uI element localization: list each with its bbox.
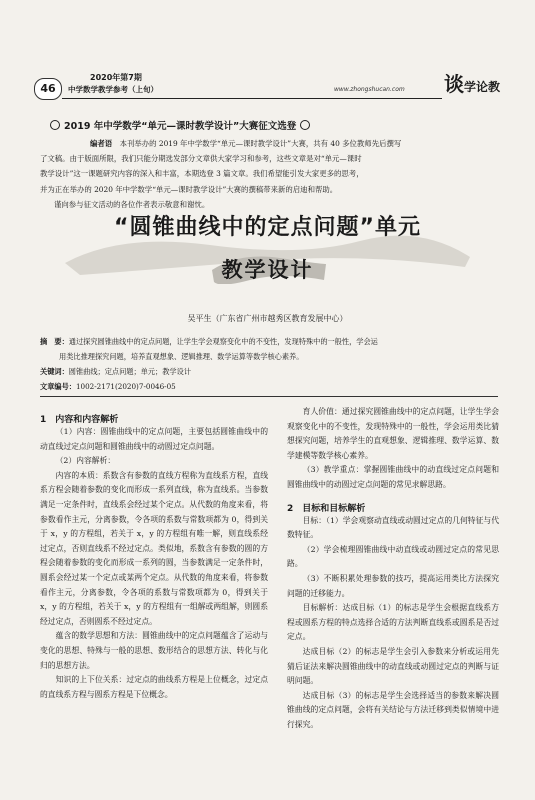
right-column — [287, 405, 499, 732]
article-title: “圆锥曲线中的定点问题”单元 — [114, 215, 421, 240]
paragraph: 蕴含的数学思想和方法：圆锥曲线中的定点问题蕴含了运动与变化的思想、特殊与一般的思想、数形结合的思想方法、转化与化归的思想方法。 — [40, 631, 268, 670]
announcement-text: 2019 年中学数学“单元—课时教学设计”大赛征文选登 — [64, 121, 297, 132]
paragraph: 达成目标（2）的标志是学生会引入参数来分析或运用先猜后证法来解决圆锥曲线中的动直线或动圆过定点的判断与证明问题。 — [287, 646, 499, 686]
author-line: 吴平生（广东省广州市越秀区教育发展中心） — [187, 314, 348, 323]
paragraph: （1）内容：圆锥曲线中的定点问题，主要包括圆锥曲线中的动直线过定点问题和圆锥曲线中的动圆过定点问题。 — [40, 427, 268, 451]
editor-note-line: 谨向参与征文活动的各位作者表示敬意和谢忱。 — [54, 199, 210, 209]
abstract-block — [40, 334, 498, 394]
paragraph: 达成目标（3）的标志是学生会选择适当的参数来解决圆锥曲线的定点问题，会将有关结论与方法迁移到类似情境中进行探究。 — [287, 690, 499, 729]
website-url: www.zhongshucan.com — [334, 86, 405, 93]
abstract-rule — [40, 396, 498, 397]
column-logo-big: 谈 — [444, 72, 464, 96]
abstract-label: 摘 要： — [40, 337, 69, 346]
circle-icon — [50, 120, 60, 130]
keywords-label: 关键词： — [40, 367, 69, 376]
paragraph: （2）学会梳理圆锥曲线中动直线或动圆过定点的常见思路。 — [287, 544, 499, 569]
paragraph: 目标解析：达成目标（1）的标志是学生会根据直线系方程或圆系方程的特点选择合适的方法判断直线系或圆系是否过定点。 — [287, 603, 499, 642]
section-heading: 1 内容和内容解析 — [40, 415, 119, 425]
article-number: 1002-2171(2020)7-0046-05 — [75, 382, 176, 391]
article-number-label: 文章编号： — [40, 382, 76, 391]
paragraph: （3）不断积累处理参数的技巧，提高运用类比方法探究问题的迁移能力。 — [287, 573, 499, 598]
abstract-text: 用类比推理探究问题，培养直观想象、逻辑推理、数学运算等数学核心素养。 — [59, 352, 304, 361]
editor-note-line: 本刊举办的 2019 年中学数学“单元—课时教学设计”大赛，共有 40 多位教师先后撰写 — [119, 139, 402, 148]
paragraph: 育人价值：通过探究圆锥曲线中的定点问题，让学生学会观察变化中的不变性，发现特殊中的一般性，学会运用类比猜想探究问题，培养学生的直观想象、逻辑推理、数学运算、数学建模等数学核心素养。 — [287, 407, 499, 460]
page-number: 46 — [34, 78, 62, 100]
header-rule — [62, 98, 442, 99]
paragraph: 内容的本质：系数含有参数的直线方程称为直线系方程，直线系方程会随着参数的变化而形成一系列直线，称为直线系。当参数满足一定条件时，直线系会经过某个定点。从代数的角度来看，将参数看作主元，分离参数，令各项的系数与常数项都为 0，得到关于 x，y 的方程组，若关于 x，y 的方程组有唯一解，则直线系经过定点，否则直线系不经过定点。类似地，系数含有参数的圆的方程会随着参数的变化而形成一系列的圆，当参数满足一定条件时，圆系会经过某一个定点或某两个定点。从代数的角度来看，将参数看作主元，分离参数，令各项的系数与常数项都为 0，得到关于 x，y 的方程组，若关于 x，y 的方程组有一组解或两组解，则圆系经过定点，否则圆系不经过定点。 — [40, 470, 268, 626]
editor-note-line: 教学设计”这一课题研究内容的深入和丰富，本期选登 3 篇文章。我们希望能引发大家更多的思考， — [40, 169, 364, 179]
editor-note-line: 并为正在举办的 2020 年中学数学“单元—课时教学设计”大赛的撰稿带来新的启迪和帮助。 — [40, 184, 338, 194]
announcement — [46, 118, 314, 132]
issue-label: 2020年第7期 — [90, 73, 142, 82]
article-subtitle: 教学设计 — [221, 258, 314, 282]
journal-name: 中学数学教学参考（上旬） — [68, 85, 158, 94]
keywords-text: 圆锥曲线；定点问题；单元；教学设计 — [68, 367, 191, 376]
paragraph: 目标：（1）学会观察动直线或动圆过定点的几何特征与代数特征。 — [287, 515, 499, 540]
editor-note — [40, 136, 498, 212]
paragraph: （2）内容解析： — [55, 456, 116, 466]
column-logo-rest: 学论教 — [464, 80, 501, 94]
section-heading: 2 目标和目标解析 — [287, 503, 366, 514]
circle-icon — [300, 120, 310, 130]
paragraph: 知识的上下位关系：过定点的曲线系方程是上位概念，过定点的直线系方程与圆系方程是下位概念。 — [40, 675, 268, 699]
editor-note-label: 编者语 — [90, 139, 113, 148]
paragraph: （3）教学重点：掌握圆锥曲线中的动直线过定点问题和圆锥曲线中的动圆过定点问题的常见求解思路。 — [287, 465, 499, 489]
column-logo — [444, 68, 500, 97]
left-column — [40, 412, 268, 702]
editor-note-line: 了文稿。由于版面所限，我们只能分期选发部分文章供大家学习和参考，这些文章是对“单元—课时 — [40, 154, 362, 164]
page-header — [34, 68, 504, 104]
abstract-text: 通过探究圆锥曲线中的定点问题，让学生学会观察变化中的不变性，发现特殊中的一般性，学会运 — [68, 337, 378, 346]
